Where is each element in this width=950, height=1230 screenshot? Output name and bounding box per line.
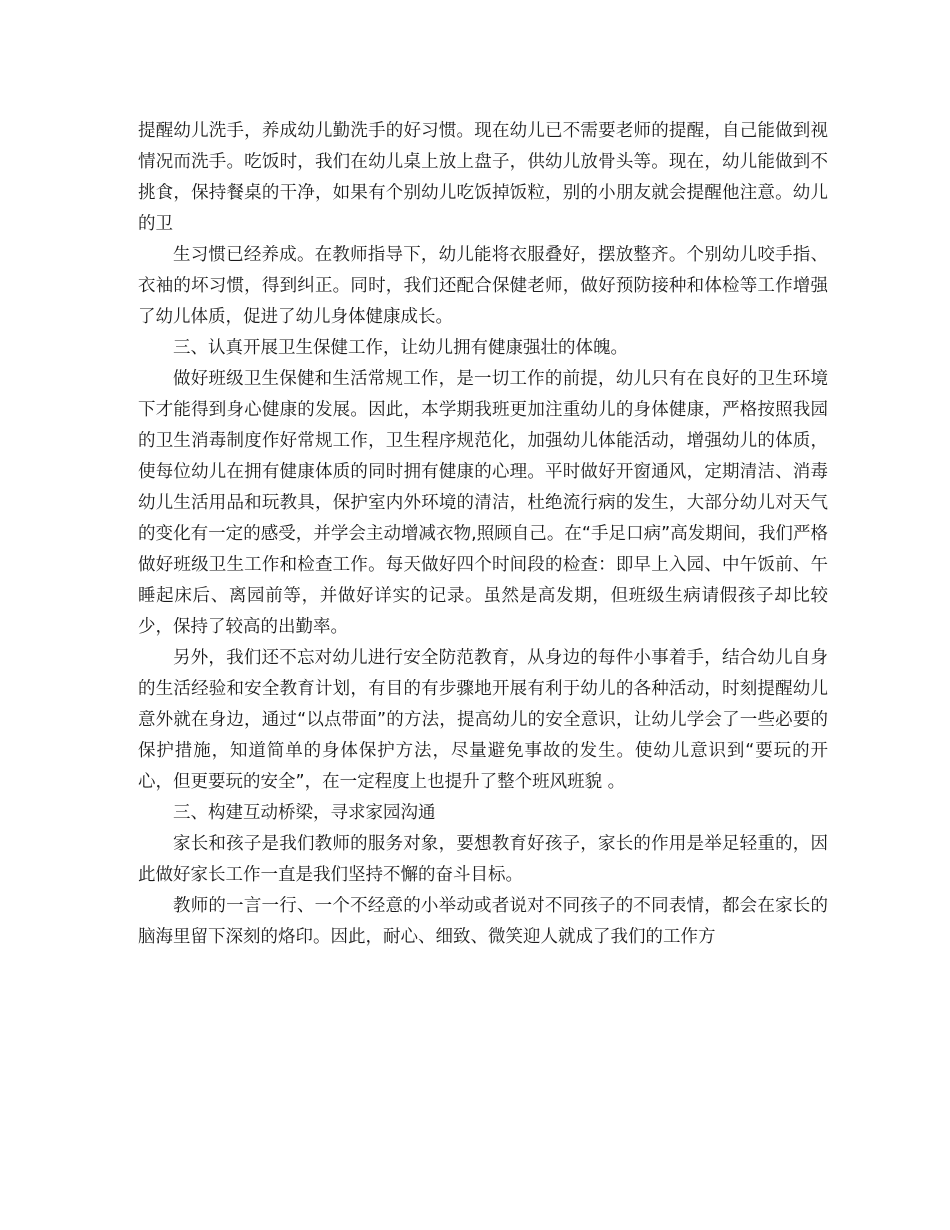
paragraph-health-care-work: 做好班级卫生保健和生活常规工作，是一切工作的前提，幼儿只有在良好的卫生环境下才能得到身心健康的发展。因此，本学期我班更加注重幼儿的身体健康，严格按照我园的卫生消毒制度作好常规工作，卫生程序规范化，加强幼儿体能活动，增强幼儿的体质，使每位幼儿在拥有健康体质的同时拥有健康的心理。平时做好开窗通风，定期清洁、消毒幼儿生活用品和玩教具，保护室内外环境的清洁，杜绝流行病的发生，大部分幼儿对天气的变化有一定的感受，并学会主动增减衣物,照顾自己。在“手足口病”高发期间，我们严格做好班级卫生工作和检查工作。每天做好四个时间段的检查：即早上入园、中午饭前、午睡起床后、离园前等，并做好详实的记录。虽然是高发期，但班级生病请假孩子却比较少，保持了较高的出勤率。 [138,369,828,637]
paragraph-habits-formed: 生习惯已经养成。在教师指导下，幼儿能将衣服叠好，摆放整齐。个别幼儿咬手指、衣袖的坏习惯，得到纠正。同时，我们还配合保健老师，做好预防接种和体检等工作增强了幼儿体质，促进了幼儿身体健康成长。 [138,245,828,327]
section-heading-health-care: 三、认真开展卫生保健工作，让幼儿拥有健康强壮的体魄。 [173,338,628,358]
paragraph-parent-work: 家长和孩子是我们教师的服务对象，要想教育好孩子，家长的作用是举足轻重的，因此做好家长工作一直是我们坚持不懈的奋斗目标。 [138,834,828,885]
paragraph-teacher-conduct: 教师的一言一行、一个不经意的小举动或者说对不同孩子的不同表情，都会在家长的脑海里留下深刻的烙印。因此，耐心、细致、微笑迎人就成了我们的工作方 [138,896,828,947]
document-body [138,116,828,953]
paragraph-safety-education: 另外，我们还不忘对幼儿进行安全防范教育，从身边的每件小事着手，结合幼儿自身的生活经验和安全教育计划，有目的有步骤地开展有利于幼儿的各种活动，时刻提醒幼儿意外就在身边，通过“以点带面”的方法，提高幼儿的安全意识，让幼儿学会了一些必要的保护措施，知道简单的身体保护方法，尽量避免事故的发生。使幼儿意识到“要玩的开心，但更要玩的安全”，在一定程度上也提升了整个班风班貌 。 [138,648,828,792]
section-heading-home-school: 三、构建互动桥梁，寻求家园沟通 [173,803,436,823]
paragraph-hygiene-habits: 提醒幼儿洗手，养成幼儿勤洗手的好习惯。现在幼儿已不需要老师的提醒，自己能做到视情况而洗手。吃饭时，我们在幼儿桌上放上盘子，供幼儿放骨头等。现在，幼儿能做到不挑食，保持餐桌的干净，如果有个别幼儿吃饭掉饭粒，别的小朋友就会提醒他注意。幼儿的卫 [138,121,828,234]
